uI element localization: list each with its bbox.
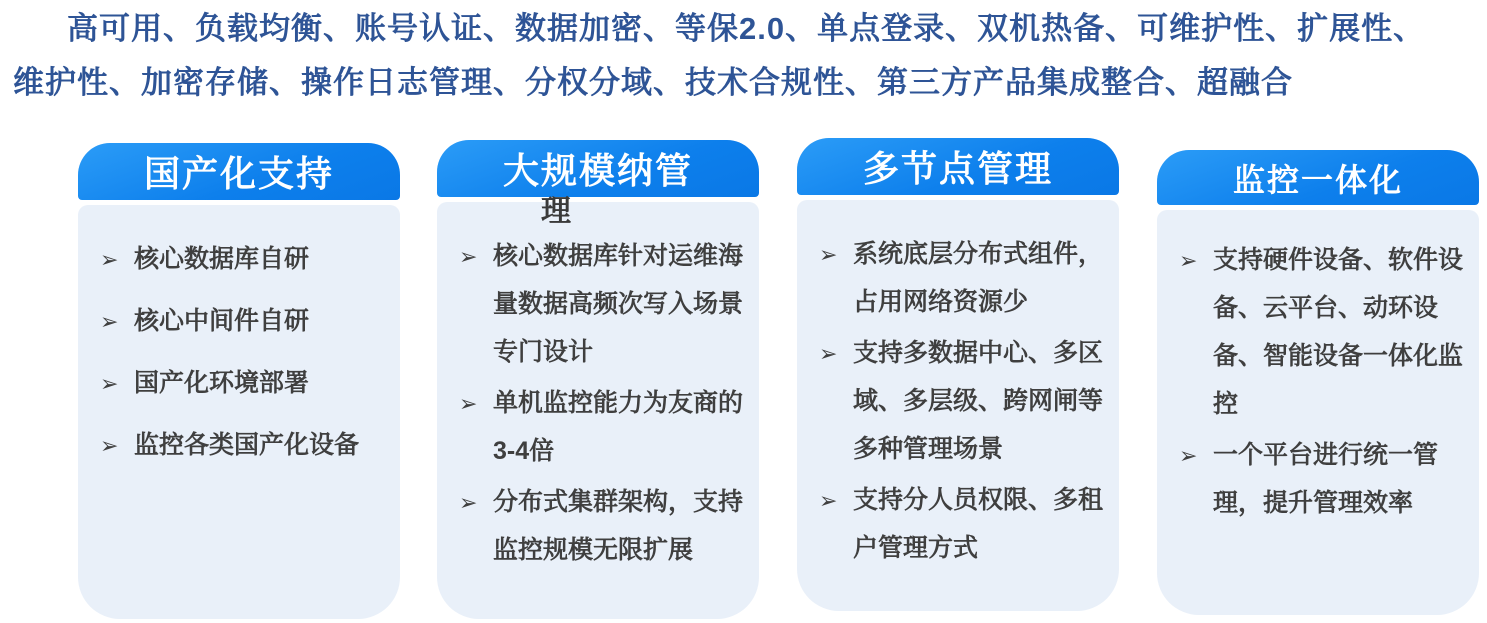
card-body — [78, 205, 400, 619]
arrow-bullet-icon: ➢ — [100, 309, 119, 334]
keywords-line-1: 高可用、负载均衡、账号认证、数据加密、等保2.0、单点登录、双机热备、可维护性、扩展性、 — [67, 11, 1426, 46]
card-title: 国产化支持 — [143, 153, 334, 194]
feature-item — [1177, 431, 1465, 527]
card-header — [797, 138, 1119, 195]
card-body — [797, 200, 1119, 611]
arrow-bullet-icon: ➢ — [1179, 248, 1198, 273]
feature-card — [78, 143, 400, 619]
feature-item — [98, 235, 386, 283]
feature-item-text: 核心数据库针对运维海量数据高频次写入场景专门设计 — [493, 242, 744, 366]
arrow-bullet-icon: ➢ — [100, 247, 119, 272]
card-title: 大规模纳管 — [502, 150, 693, 191]
card-header — [78, 143, 400, 200]
feature-item — [817, 329, 1105, 473]
feature-item — [98, 421, 386, 469]
feature-item — [457, 232, 745, 376]
feature-item — [1177, 236, 1465, 428]
feature-item-text: 单机监控能力为友商的3-4倍 — [493, 389, 744, 465]
feature-item — [98, 297, 386, 345]
feature-item-text: 监控各类国产化设备 — [134, 431, 360, 459]
arrow-bullet-icon: ➢ — [459, 244, 478, 269]
feature-item-text: 一个平台进行统一管理，提升管理效率 — [1213, 441, 1439, 517]
feature-item-text: 支持分人员权限、多租户管理方式 — [853, 486, 1104, 562]
feature-item-text: 核心中间件自研 — [134, 307, 310, 335]
arrow-bullet-icon: ➢ — [459, 490, 478, 515]
clipped-text-fragment — [541, 196, 583, 208]
feature-item — [457, 478, 745, 574]
arrow-bullet-icon: ➢ — [819, 488, 838, 513]
card-title: 多节点管理 — [862, 148, 1053, 189]
feature-item — [817, 476, 1105, 572]
card-body — [1157, 210, 1479, 615]
keywords-line-2: 维护性、加密存储、操作日志管理、分权分域、技术合规性、第三方产品集成整合、超融合 — [13, 65, 1293, 100]
card-title: 监控一体化 — [1232, 161, 1403, 198]
feature-card — [797, 138, 1119, 611]
feature-item-text: 系统底层分布式组件，占用网络资源少 — [853, 240, 1104, 316]
feature-item-text: 分布式集群架构，支持监控规模无限扩展 — [493, 488, 744, 564]
arrow-bullet-icon: ➢ — [459, 391, 478, 416]
feature-item — [98, 359, 386, 407]
feature-card — [437, 140, 759, 619]
feature-item-text: 核心数据库自研 — [134, 245, 310, 273]
card-header — [437, 140, 759, 197]
feature-item-text: 支持硬件设备、软件设备、云平台、动环设备、智能设备一体化监控 — [1213, 246, 1464, 418]
feature-keywords-paragraph — [13, 2, 1483, 110]
arrow-bullet-icon: ➢ — [100, 433, 119, 458]
feature-item — [817, 230, 1105, 326]
card-header — [1157, 150, 1479, 205]
arrow-bullet-icon: ➢ — [819, 242, 838, 267]
feature-item-text: 国产化环境部署 — [134, 369, 310, 397]
arrow-bullet-icon: ➢ — [819, 341, 838, 366]
arrow-bullet-icon: ➢ — [100, 371, 119, 396]
feature-item-text: 支持多数据中心、多区域、多层级、跨网闸等多种管理场景 — [853, 339, 1104, 463]
arrow-bullet-icon: ➢ — [1179, 443, 1198, 468]
feature-item — [457, 379, 745, 475]
feature-card — [1157, 150, 1479, 615]
card-body — [437, 202, 759, 619]
